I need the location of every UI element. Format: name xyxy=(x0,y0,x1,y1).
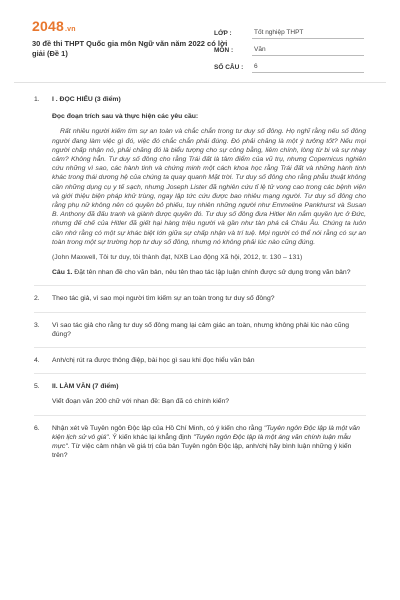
logo-text: 2048 xyxy=(32,18,64,34)
section-heading: II. LÀM VĂN (7 điểm) xyxy=(52,383,119,391)
question-body xyxy=(52,382,366,406)
exam-title: 30 đề thi THPT Quốc gia môn Ngữ văn năm 2022 có lời giải (Đề 1) xyxy=(32,39,228,58)
question-number: 6. xyxy=(34,424,40,432)
reading-passage: Rất nhiều người kiếm tìm sự an toàn và chắc chắn trong tư duy số đông. Họ nghĩ rằng nếu số đông người đang làm việc gì đó, việc đó chắc chắn phải đúng. Đó phải chăng là một ý tưởng tốt? Nếu mọi người chấp nhận nó, phải chăng đó là biểu tượng cho sự công bằng, liêm chính, lòng từ bi và sự nhạy cảm? Không hẳn. Tư duy số đông cho rằng Trái đất là tâm điểm của vũ trụ, nhưng Copernicus nghiên cứu những vì sao, các hành tinh và chứng minh một cách khoa học rằng Trái đất và những hành tinh khác trong thái dương hệ của chúng ta quay quanh Mặt trời. Tư duy số đông cho rằng phẫu thuật không cần những dụng cụ y tế sạch, nhưng Joseph Lister đã nghiên cứu tỉ lệ tử vong cao trong các bệnh viện và giới thiệu biện pháp khử trùng, ngay lập tức cứu được bao nhiêu mạng người. Tư duy số đông cho rằng phụ nữ không nên có quyền bỏ phiếu, tuy nhiên những người như Emmeline Pankhurst và Susan B. Anthony đã đấu tranh và giành được quyền đó. Tư duy số đông đưa Hitler lên nắm quyền lực ở Đức, nhưng đế chế của Hitler đã giết hại hàng triệu người và gần như tàn phá cả Châu Âu. Chúng ta luôn cần nhớ rằng có một sự khác biệt lớn giữa sự chấp nhận và trí tuệ. Mọi người có thể nói rằng có sự an toàn trong một sự trường hợp tư duy số đông, nhưng nó không phải lúc nào cũng đúng. xyxy=(52,128,366,246)
meta-row-count xyxy=(214,60,364,74)
text-part: . Từ việc cảm nhận về giá trị của bản Tuyên ngôn Độc lập, anh/chị hãy bình luận những ý kiến trên? xyxy=(52,443,352,460)
divider xyxy=(34,347,366,348)
instruction: Đọc đoạn trích sau và thực hiện các yêu cầu: xyxy=(52,113,199,121)
meta-value: Tốt nghiệp THPT xyxy=(252,27,364,39)
meta-label: MÔN : xyxy=(214,46,234,54)
question-1 xyxy=(14,95,386,277)
question-text xyxy=(52,268,366,277)
question-text: Vì sao tác giả cho rằng tư duy số đông mang lại cảm giác an toàn, nhưng không phải lúc nào cũng đúng? xyxy=(52,321,350,338)
question-number: 1. xyxy=(34,96,40,103)
question-number: 3. xyxy=(34,321,40,329)
meta-label: LỚP : xyxy=(214,29,232,37)
meta-label: SỐ CÂU : xyxy=(214,63,244,71)
question-number: 2. xyxy=(34,295,40,303)
meta-value: Văn xyxy=(252,44,364,56)
question-5 xyxy=(14,382,386,406)
question-number: 4. xyxy=(34,357,40,365)
document-header xyxy=(14,12,386,74)
meta-box xyxy=(214,26,364,77)
question-text: Theo tác giả, vì sao mọi người tìm kiếm sự an toàn trong tư duy số đông? xyxy=(52,295,275,303)
divider xyxy=(34,285,366,286)
meta-value: 6 xyxy=(252,61,364,73)
text-part: . Ý kiến khác lại khẳng định xyxy=(108,433,194,441)
question-text: Anh/chị rút ra được thông điệp, bài học gì sau khi đọc hiểu văn bản xyxy=(52,357,255,365)
header-divider xyxy=(14,82,386,83)
quote: "Tuyên ngôn Độc lập là một áng văn chính luận mẫu mực" xyxy=(52,433,351,451)
question-content: Đặt tên nhan đề cho văn bản, nêu tên thao tác lập luận chính được sử dụng trong văn bản? xyxy=(72,269,351,277)
text-part: Nhận xét về Tuyên ngôn Độc lập của Hồ Chí Minh, có ý kiến cho rằng xyxy=(52,424,264,432)
section-heading: I . ĐỌC HIỂU (3 điểm) xyxy=(52,96,121,103)
question-lead: Câu 1. xyxy=(52,269,73,277)
meta-row-class xyxy=(214,26,364,40)
question-6 xyxy=(14,424,386,461)
question-text xyxy=(52,424,366,461)
divider xyxy=(34,312,366,313)
divider xyxy=(34,373,366,374)
passage-source: (John Maxwell, Tôi tư duy, tôi thành đạt, NXB Lao động Xã hội, 2012, tr. 130 – 131) xyxy=(52,254,303,262)
site-logo[interactable] xyxy=(32,18,76,34)
divider xyxy=(34,415,366,416)
meta-row-subject xyxy=(214,43,364,57)
question-3 xyxy=(14,321,386,339)
question-text: Viết đoạn văn 200 chữ với nhan đề: Bạn đã có chính kiến? xyxy=(52,398,230,406)
quote: "Tuyên ngôn Độc lập là một văn kiện lịch sử vô giá" xyxy=(52,424,360,441)
question-body xyxy=(52,95,366,277)
question-number: 5. xyxy=(34,383,40,391)
question-2 xyxy=(14,294,386,303)
question-4 xyxy=(14,356,386,365)
logo-suffix: .vn xyxy=(64,26,76,33)
